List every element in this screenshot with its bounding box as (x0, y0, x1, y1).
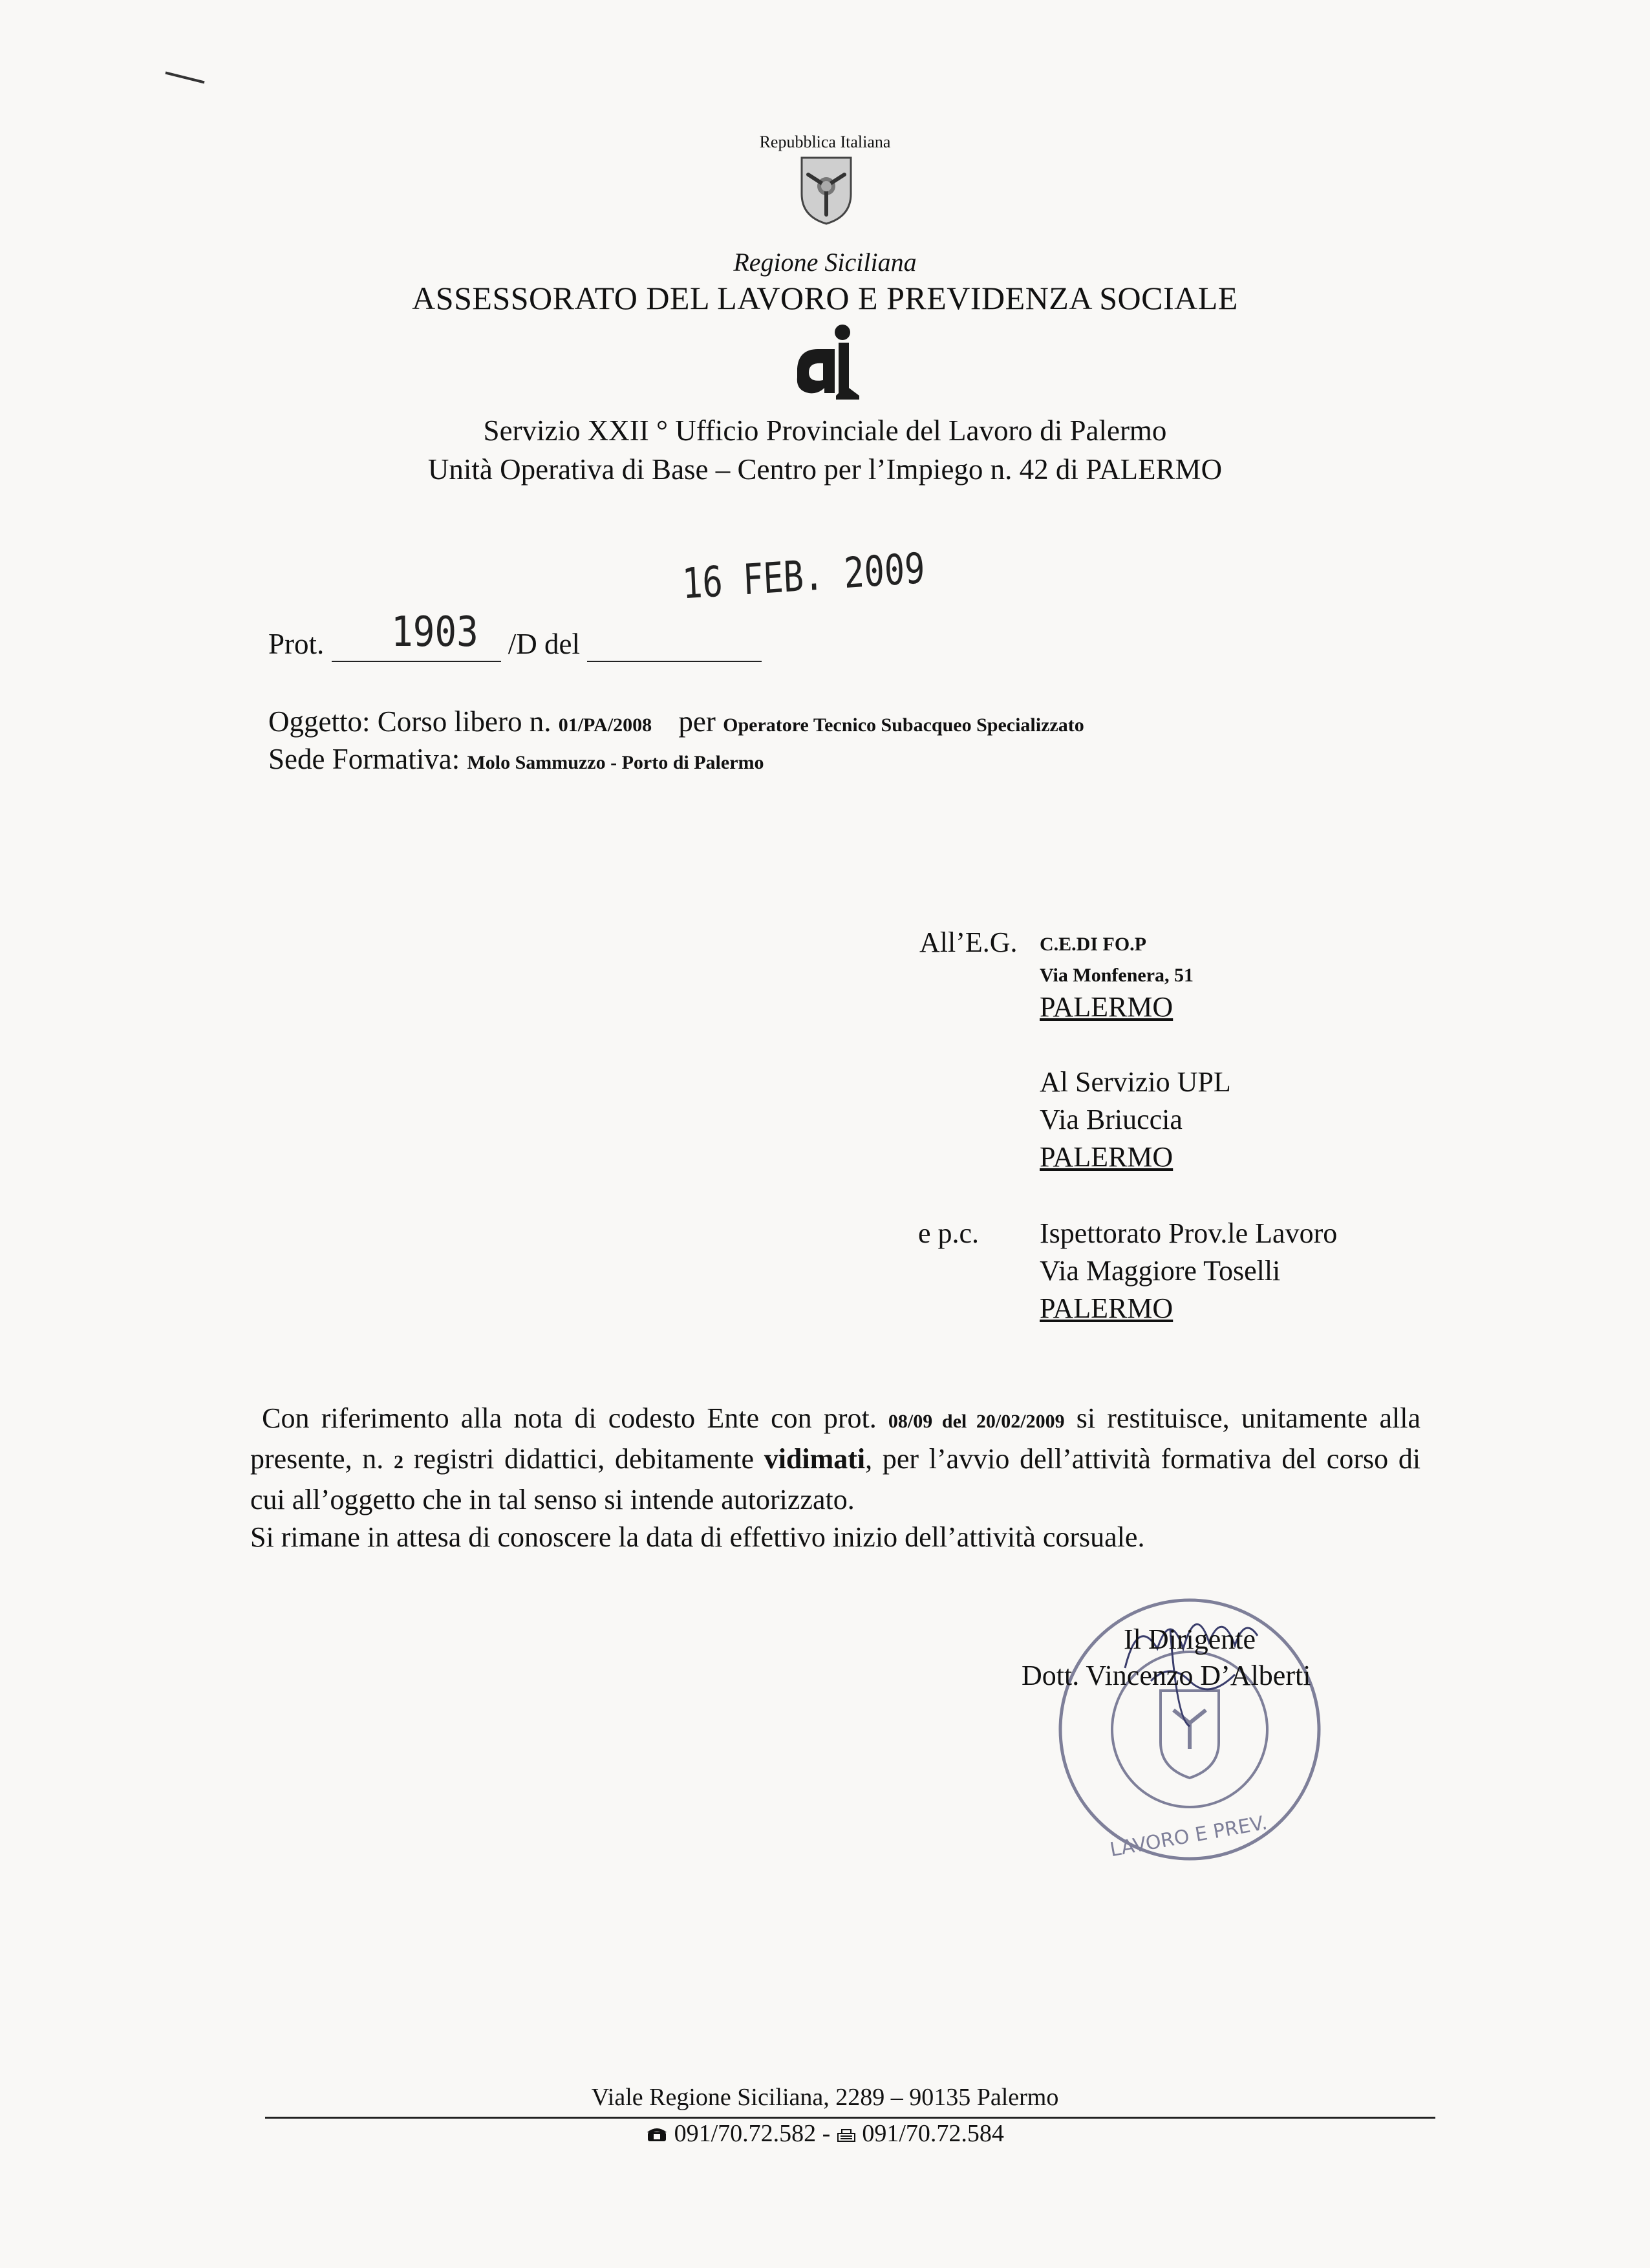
signatory-name: Dott. Vincenzo D’Alberti (1022, 1660, 1311, 1691)
region-label: Regione Siciliana (733, 248, 917, 277)
recipient-2-address: Via Briuccia (1040, 1104, 1183, 1135)
site-line (268, 742, 764, 776)
recipient-1-address: Via Monfenera, 51 (1040, 965, 1194, 986)
course-number: 01/PA/2008 (558, 714, 652, 736)
footer-divider (265, 2117, 1435, 2119)
footer-contacts (0, 2119, 1650, 2148)
sicily-emblem-icon (799, 155, 853, 226)
signatory-role: Il Dirigente (1124, 1623, 1256, 1655)
department-logo-icon (792, 323, 861, 401)
protocol-number-stamp: 1903 (391, 608, 478, 656)
cc-prefix: e p.c. (918, 1217, 980, 1249)
recipient-3-address: Via Maggiore Toselli (1040, 1255, 1281, 1287)
protocol-line (268, 627, 762, 662)
course-title: Operatore Tecnico Subacqueo Specializzato (723, 714, 1084, 736)
fax-number: 091/70.72.584 (862, 2120, 1004, 2147)
department-title: ASSESSORATO DEL LAVORO E PREVIDENZA SOCIALE (412, 280, 1238, 316)
site-label: Sede Formativa: (268, 743, 460, 775)
service-line: Servizio XXII ° Ufficio Provinciale del Lavoro di Palermo (483, 414, 1167, 447)
republic-label: Repubblica Italiana (759, 133, 891, 151)
date-stamp: 16 FEB. 2009 (681, 544, 927, 609)
phone-icon (646, 2126, 668, 2143)
d-del-label: /D del (508, 628, 580, 660)
phone-number: 091/70.72.582 (674, 2120, 817, 2147)
recipient-2-city: PALERMO (1040, 1141, 1173, 1173)
fax-icon (837, 2128, 856, 2143)
body-paragraph-1: Con riferimento alla nota di codesto Ente con prot. 08/09 del 20/02/2009 si restituisce, unitamente alla presente, n. 2 registri didattici, debitamente vidimati, per l’avvio dell’attività formativa del corso di cui all’oggetto che in tal senso si intende autorizzato. (250, 1402, 1421, 1515)
pen-mark (165, 72, 204, 84)
svg-text:LAVORO E PREV.: LAVORO E PREV. (1108, 1812, 1269, 1862)
recipient-3-name: Ispettorato Prov.le Lavoro (1040, 1217, 1338, 1249)
recipient-2-name: Al Servizio UPL (1040, 1066, 1231, 1098)
footer-address: Viale Regione Siciliana, 2289 – 90135 Palermo (591, 2084, 1059, 2111)
contact-separator: - (822, 2120, 831, 2147)
unit-line: Unità Operativa di Base – Centro per l’Impiego n. 42 di PALERMO (427, 453, 1223, 486)
subject-label: Oggetto: Corso libero n. (268, 705, 552, 738)
prot-label: Prot. (268, 628, 325, 660)
subject-line (268, 705, 1084, 738)
recipient-1-name: C.E.DI FO.P (1040, 934, 1146, 955)
per-label: per (678, 705, 716, 738)
protocol-date-blank (587, 627, 762, 662)
protocol-number-blank (332, 627, 501, 662)
recipient-prefix: All’E.G. (919, 926, 1018, 958)
letter-body (250, 1400, 1420, 1556)
recipient-3-city: PALERMO (1040, 1292, 1173, 1324)
site-value: Molo Sammuzzo - Porto di Palermo (467, 752, 764, 773)
recipient-1-city: PALERMO (1040, 991, 1173, 1023)
body-paragraph-2: Si rimane in attesa di conoscere la data di effettivo inizio dell’attività corsuale. (250, 1521, 1145, 1553)
